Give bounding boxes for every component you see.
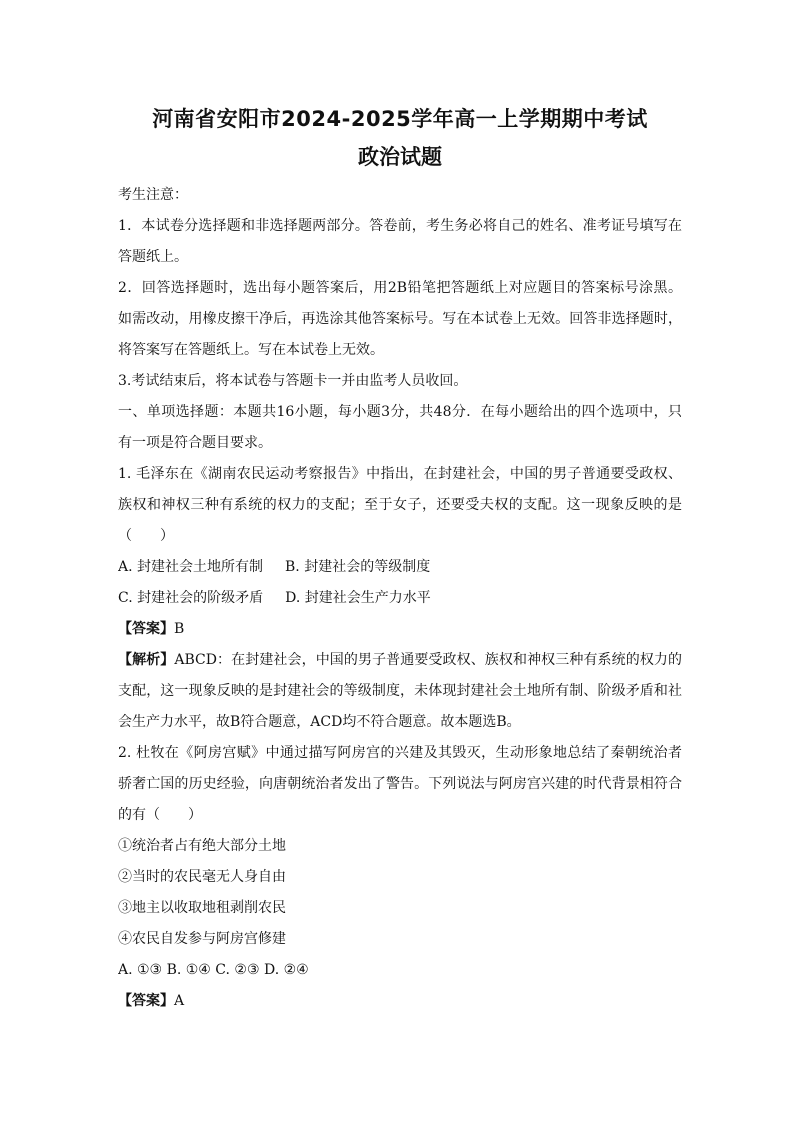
q2-item-4: ④农民自发参与阿房宫修建 xyxy=(118,931,286,947)
notice-item-2-line-3: 将答案写在答题纸上。写在本试卷上无效。 xyxy=(118,342,384,358)
q2-answer-label: 【答案】 xyxy=(118,993,174,1009)
q2-stem-line-1: 2. 杜牧在《阿房宫赋》中通过描写阿房宫的兴建及其毁灭，生动形象地总结了秦朝统治者 xyxy=(118,745,682,761)
notice-item-3: 3.考试结束后，将本试卷与答题卡一并由监考人员收回。 xyxy=(118,373,468,389)
q2-stem-line-2: 骄奢亡国的历史经验，向唐朝统治者发出了警告。下列说法与阿房宫兴建的时代背景相符合 xyxy=(118,776,682,792)
q1-stem-line-2: 族权和神权三种有系统的权力的支配；至于女子，还要受夫权的支配。这一现象反映的是 xyxy=(118,497,682,513)
section-heading-line-1: 一、单项选择题：本题共16小题，每小题3分，共48分．在每小题给出的四个选项中，只 xyxy=(118,404,682,420)
q2-answer xyxy=(118,986,682,1017)
q1-stem-line-1: 1. 毛泽东在《湖南农民运动考察报告》中指出，在封建社会，中国的男子普通要受政权、 xyxy=(118,466,682,482)
q1-analysis-text-1: ABCD：在封建社会，中国的男子普通要受政权、族权和神权三种有系统的权力的 xyxy=(174,652,682,668)
q1-option-b: B. 封建社会的等级制度 xyxy=(285,559,431,575)
q1-analysis-label: 【解析】 xyxy=(118,652,175,668)
notice-item-1-line-2: 答题纸上。 xyxy=(118,249,188,265)
notice-heading: 考生注意： xyxy=(118,187,188,203)
q1-answer-label: 【答案】 xyxy=(118,621,174,637)
q1-analysis-line-3: 会生产力水平，故B符合题意，ACD均不符合题意。故本题选B。 xyxy=(118,714,521,730)
q2-stem-line-3: 的有（ ） xyxy=(118,807,202,823)
q1-analysis-line-1 xyxy=(118,645,682,676)
page-subtitle: 政治试题 xyxy=(358,145,442,169)
q2-options: A. ①③ B. ①④ C. ②③ D. ②④ xyxy=(118,962,309,978)
q2-item-1: ①统治者占有绝大部分土地 xyxy=(118,838,286,854)
page-title: 河南省安阳市2024-2025学年高一上学期期中考试 xyxy=(152,107,648,131)
q1-option-a: A. 封建社会土地所有制 xyxy=(118,559,264,575)
q1-option-d: D. 封建社会生产力水平 xyxy=(285,590,431,606)
q1-stem-line-3: （ ） xyxy=(118,528,174,544)
q2-item-3: ③地主以收取地租剥削农民 xyxy=(118,900,286,916)
q2-answer-value: A xyxy=(174,993,185,1009)
document-page xyxy=(118,100,682,1017)
q1-options-row-2 xyxy=(118,583,682,614)
q2-item-2: ②当时的农民毫无人身自由 xyxy=(118,869,286,885)
q1-analysis-line-2: 支配，这一现象反映的是封建社会的等级制度，未体现封建社会土地所有制、阶级矛盾和社 xyxy=(118,683,682,699)
q1-answer xyxy=(118,614,682,645)
q1-options-row-1 xyxy=(118,552,682,583)
notice-item-2-line-2: 如需改动，用橡皮擦干净后，再选涂其他答案标号。写在本试卷上无效。回答非选择题时， xyxy=(118,311,682,327)
notice-item-2-line-1: 2．回答选择题时，选出每小题答案后，用2B铅笔把答题纸上对应题目的答案标号涂黑。 xyxy=(118,280,682,296)
q1-option-c: C. 封建社会的阶级矛盾 xyxy=(118,590,264,606)
notice-item-1-line-1: 1．本试卷分选择题和非选择题两部分。答卷前，考生务必将自己的姓名、准考证号填写在 xyxy=(118,218,682,234)
section-heading-line-2: 有一项是符合题目要求。 xyxy=(118,435,272,451)
q1-answer-value: B xyxy=(174,621,185,637)
